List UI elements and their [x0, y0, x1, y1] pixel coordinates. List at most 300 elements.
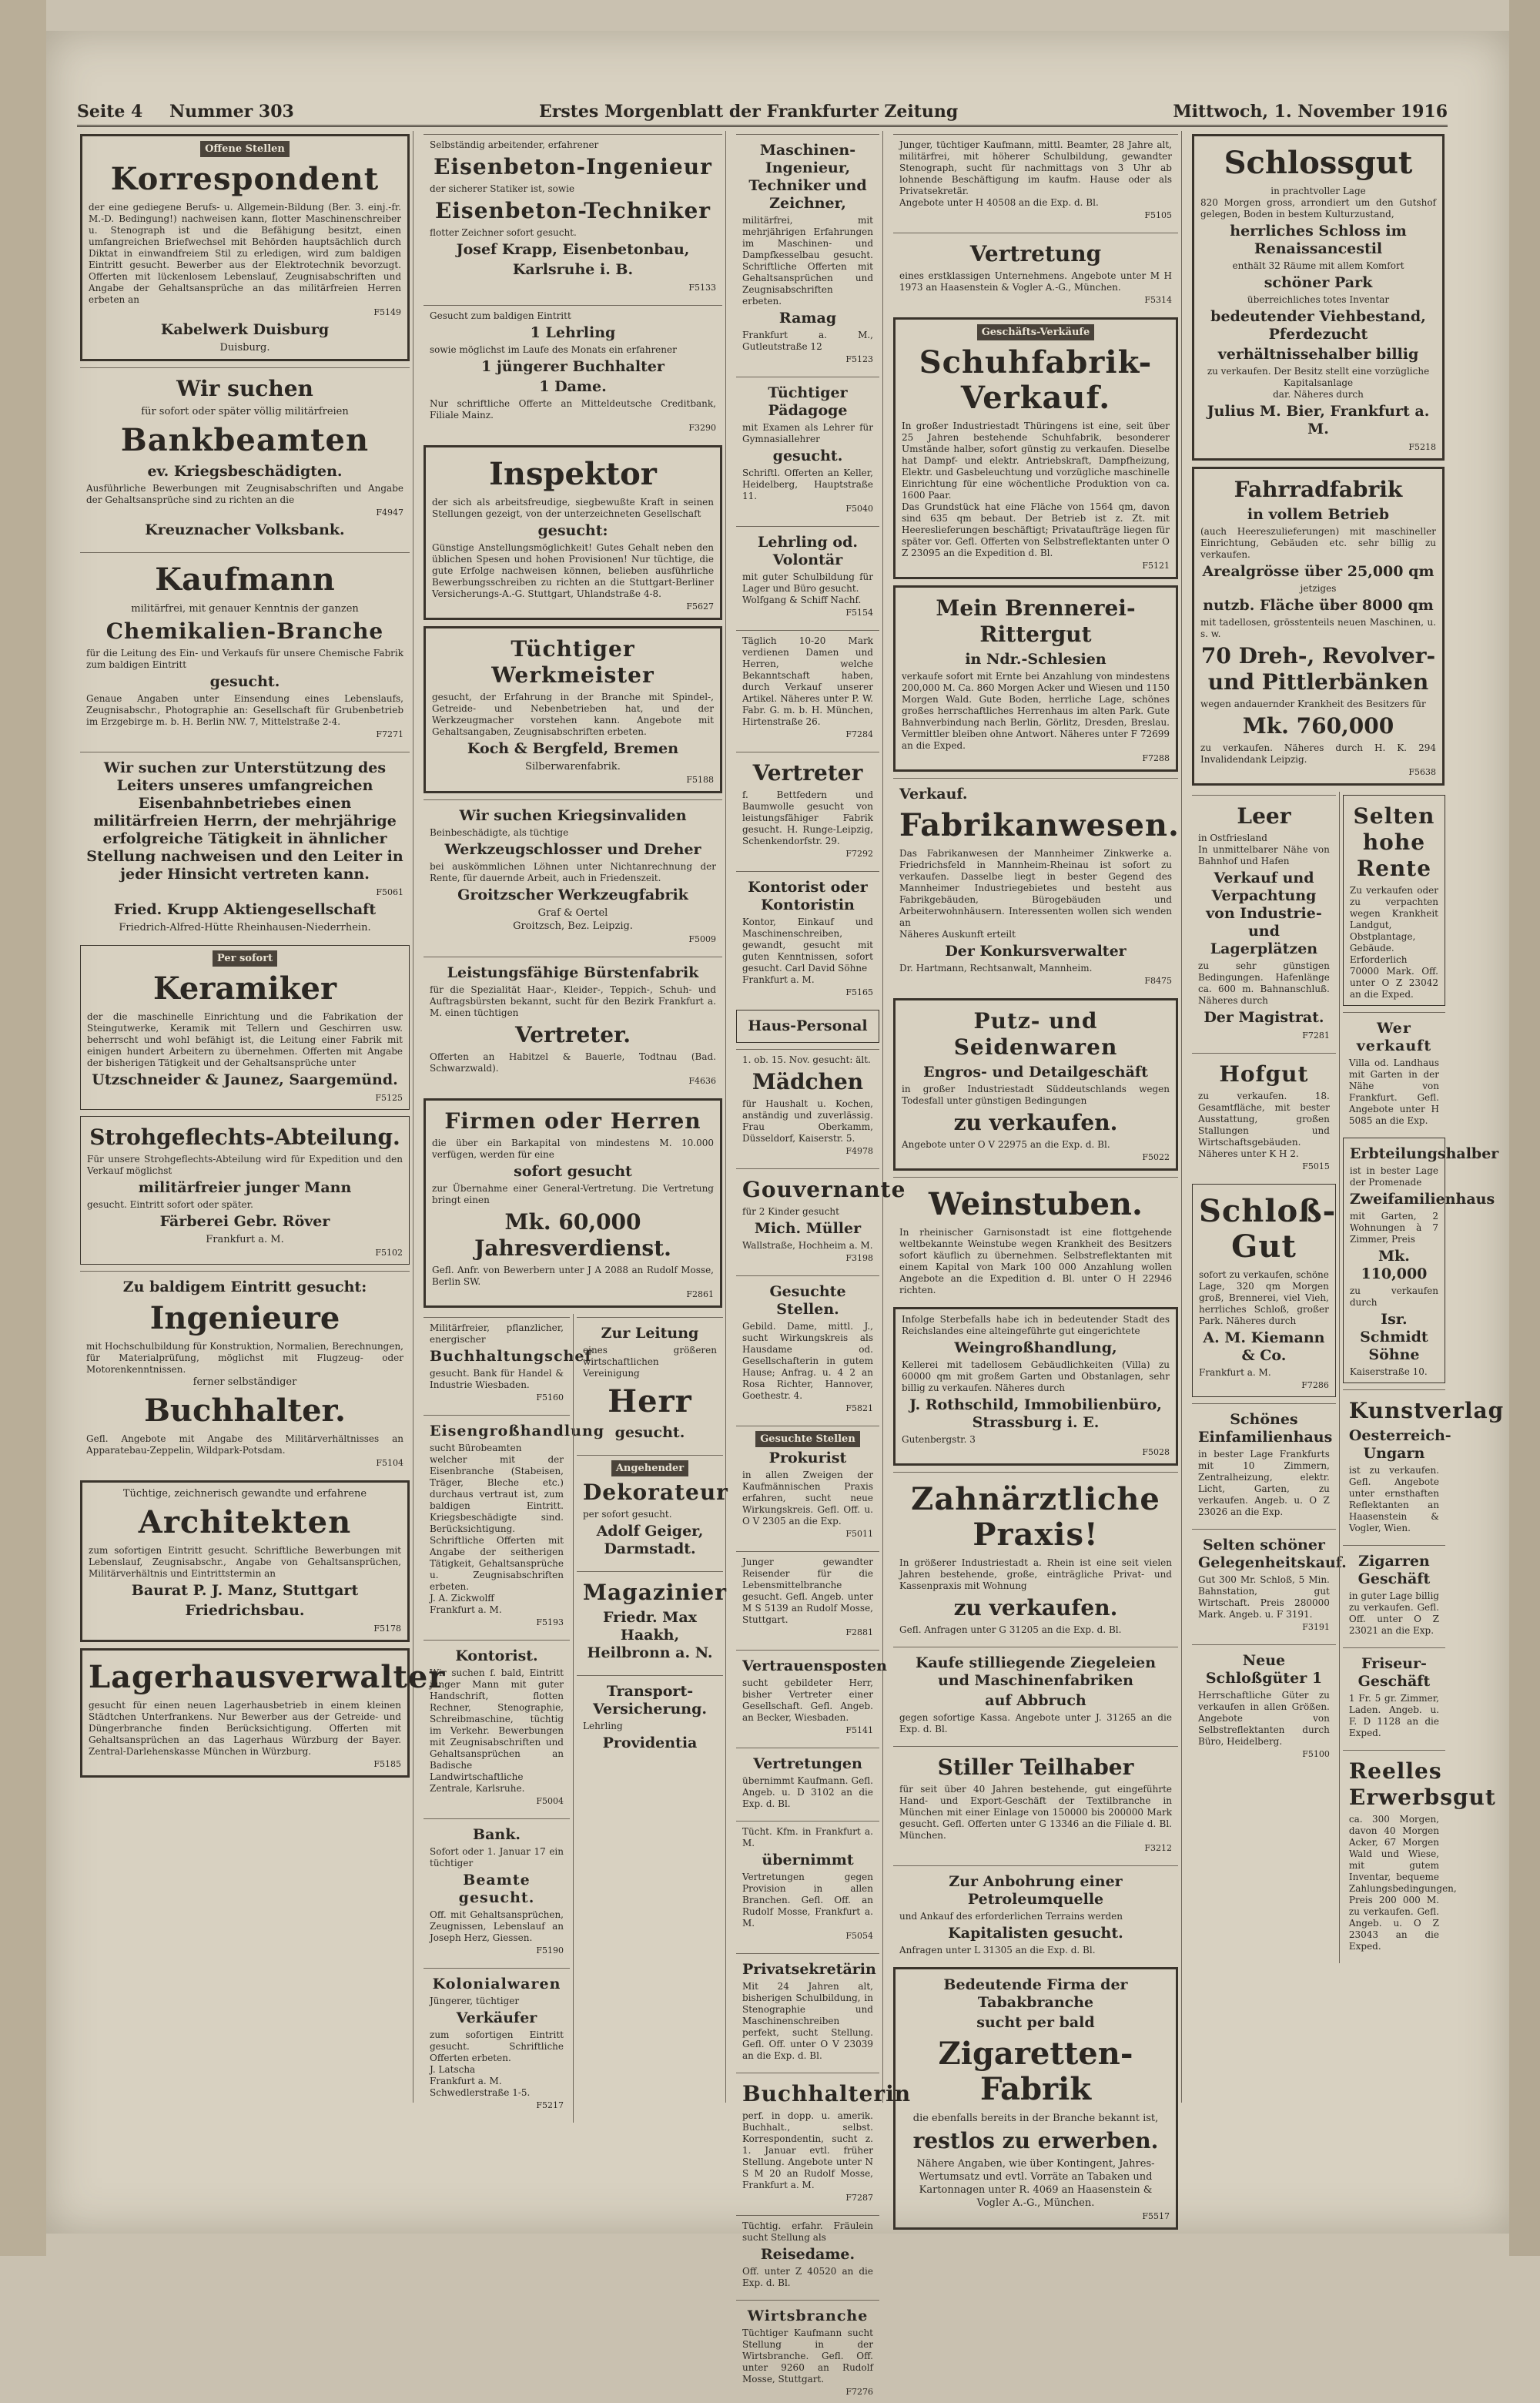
ad-text3: überreichliches totes Inventar: [1247, 294, 1390, 305]
ad-headline: Gouvernante: [742, 1177, 906, 1202]
ad-text: Für unsere Strohgeflechts-Abteilung wird für Expedition und den Verkauf möglichst: [87, 1154, 403, 1176]
ad-fahrradfabrik: [1192, 467, 1445, 786]
ad-headline: Reelles Erwerbsgut: [1348, 1758, 1496, 1810]
ad-sub3: zu verkaufen. Der Besitz stellt eine vorzügliche Kapitalsanlage: [1207, 366, 1430, 388]
section-label: Offene Stellen: [200, 141, 290, 157]
ad-headline: Privatsekretärin: [742, 1961, 876, 1978]
ad-code: F4978: [845, 1146, 873, 1156]
ad-headline: Vertreter.: [515, 1022, 631, 1047]
ad-text: Mit 24 Jahren alt, bisherigen Schulbildung, in Stenographie und Maschinenschreiben perfekt, sucht Stellung. Gefl. Off. unter O V 23039 an die Exp. d. Bl.: [742, 1981, 873, 2061]
ad-text: Infolge Sterbefalls habe ich in bedeutender Stadt des Reichslandes eine alteingeführte gut eingerichtete: [902, 1314, 1170, 1336]
ad-headline: Zahnärztliche Praxis!: [911, 1481, 1160, 1553]
ad-code: F5165: [845, 987, 873, 997]
ad-code: F5133: [688, 283, 716, 293]
ad-text: In großer Industriestadt Thüringens ist eine, seit über 25 Jahren bestehende Schuhfabrik, besonderer Umstände halber, sofort günstig zu verkaufen. Dieselbe hat Dampf- und elektr. Antriebskraft, Dampfheizung, Elektr. und Gasbeleuchtung und vorzügliche maschinelle Einrichtung für eine wöchentliche Produktion von ca. 1600 Paar.: [902, 421, 1170, 501]
ad-text: in allen Zweigen der Kaufmännischen Praxis erfahren, sucht neue Wirkungskreis. Gefl. Off. u. O V 2305 an die Exp.: [742, 1470, 873, 1527]
ad-code: F5121: [1142, 561, 1170, 571]
ad-text5: zu verkaufen. Näheres durch H. K. 294 Invalidendank Leipzig.: [1200, 742, 1436, 765]
ad-sub2: flotter Zeichner sofort gesucht.: [430, 227, 577, 238]
ad-text: mit guter Schulbildung für Lager und Büro gesucht.: [742, 571, 873, 594]
ad-lehrling: [424, 305, 722, 439]
ad-werkmeister: [424, 626, 722, 793]
ad-headline: Vertreter: [752, 760, 863, 786]
ad-text: sucht gebildeter Herr, bisher Vertreter einer Gesellschaft. Gefl. Angeb. an Becker, Wiesbaden.: [742, 1677, 873, 1723]
ad-headline: Tüchtiger Pädagoge: [768, 384, 848, 419]
ad-place: Frankfurt a. M., Gutleutstraße 12: [742, 330, 873, 352]
ad-text2: für Haushalt u. Kochen, anständig und zuverlässig. Frau Oberkamm, Düsseldorf, Kaiserstr. 5.: [742, 1098, 873, 1144]
ad-reisender: [736, 1551, 879, 1644]
ad-text: f. Bettfedern und Baumwolle gesucht von leistungsfähiger Fabrik gesucht. H. Runge-Leipzig, Schenkendorfstr. 29.: [742, 789, 873, 846]
ad-code: F7281: [1302, 1031, 1330, 1041]
ad-code: F8475: [1144, 976, 1172, 986]
ad-firm: Adolf Geiger, Darmstadt.: [596, 1523, 704, 1557]
ad-text: militärfrei, mit mehrjährigen Erfahrungen im Maschinen- und Dampfkesselbau gesucht. Schriftliche Offerten mit Gehaltsansprüchen und Zeugnisabschriften erbeten.: [742, 215, 873, 307]
ad-headline: Neue Schloßgüter 1: [1205, 1652, 1323, 1687]
ad-text2: Nähere Angaben, wie über Kontingent, Jahres-Wertumsatz und evtl. Vorräte an Tabaken und Kartonnagen unter R. 4069 an Haasenstein & Vogler A.-G., München.: [916, 2158, 1155, 2209]
ad-text2: enthält 32 Räume mit allem Komfort: [1232, 260, 1404, 271]
ad-code: F3191: [1302, 1622, 1330, 1632]
ad-text2: zu sehr günstigen Bedingungen. Hafenlänge ca. 600 m. Bahnanschluß. Näheres durch: [1198, 960, 1330, 1006]
ad-sub: gesucht.: [772, 447, 843, 464]
ad-text: Tüchtig. erfahr. Fräulein sucht Stellung als: [742, 2220, 873, 2243]
ad-head: Selbständig arbeitender, erfahrener: [430, 139, 599, 150]
ad-headline: Transport-Versicherung.: [592, 1683, 708, 1718]
ad-weinstuben: [893, 1177, 1178, 1301]
ad-text2: Anfragen unter L 31305 an die Exp. d. Bl.: [899, 1945, 1096, 1956]
ad-code: F5123: [845, 354, 873, 364]
ad-text: In unmittelbarer Nähe von Bahnhof und Hafen: [1198, 844, 1330, 866]
ad-kicker: Angehender: [611, 1460, 688, 1476]
ad-text: die ebenfalls bereits in der Branche bekannt ist,: [912, 2113, 1159, 2124]
ad-title: Leistungsfähige Bürstenfabrik: [447, 964, 699, 981]
ad-buerstenfabrik: [424, 957, 722, 1092]
ad-code: F7276: [845, 2387, 873, 2397]
ad-headline: Lehrling od. Volontär: [758, 534, 858, 568]
ad-lagerhausverwalter: [80, 1648, 446, 1778]
ad-head: Gesucht zum baldigen Eintritt: [430, 310, 571, 321]
binding-spine: [0, 0, 46, 2256]
ad-firm: Ramag: [778, 310, 837, 327]
ad-headline: Chemikalien-Branche: [105, 618, 384, 644]
ad-strohgeflecht: [80, 1116, 410, 1265]
ad-text: der die maschinelle Einrichtung und die Fabrikation der Steingutwerke, Keramik mit Tellern und Geschirren usw. beherrscht und wohl befähigt ist, die Leitung einer Fabrik mit einigen hundert Arbeitern zu übernehmen. Offerten mit Angabe der bisherigen Tätigkeit und der Gehaltsansprüche unter: [87, 1011, 403, 1068]
ad-title: Strohgeflechts-Abteilung.: [89, 1124, 400, 1150]
ad-headline: Leer: [1237, 803, 1291, 829]
ad-place: Frankfurt a. M.: [206, 1234, 284, 1245]
ad-text: Villa od. Landhaus mit Garten in der Nähe von Frankfurt. Gefl. Angebote unter H 5085 an die Exp.: [1348, 1057, 1439, 1126]
ad-headline: Eisenbeton-Ingenieur: [434, 154, 712, 179]
ad-headline: Vertretungen: [753, 1755, 862, 1772]
ad-text2: zum sofortigen Eintritt gesucht. Schriftliche Offerten erbeten.: [430, 2029, 564, 2063]
ad-code: F5011: [845, 1529, 873, 1539]
ad-sub: militärfreier junger Mann: [138, 1179, 352, 1196]
ad-dekorateur: [577, 1455, 728, 1565]
ad-sub: militärfrei, mit genauer Kenntnis der ganzen: [131, 603, 359, 615]
ad-code: F5638: [1408, 767, 1436, 777]
ad-price: Mk. 110,000: [1361, 1248, 1428, 1282]
ad-code: F5104: [376, 1458, 403, 1468]
ad-text2: Das Grundstück hat eine Fläche von 1564 qm, davon sind 635 qm bebaut. Der Betrieb ist z. Zt. mit Heereslieferungen beschäftigt; Privataufträge liegen für später vor. Gefl. Offerten von Selbstreflektanten unter O Z 23095 an die Expedition d. Bl.: [902, 501, 1170, 558]
ad-headline: Zur Anbohrung einer Petroleumquelle: [949, 1873, 1123, 1908]
ad-place: Duisburg.: [219, 342, 270, 354]
ad-text: eines erstklassigen Unternehmens. Angebote unter M H 1973 an Haasenstein & Vogler A.-G., München.: [899, 270, 1172, 293]
ad-headline: Tüchtiger Werkmeister: [491, 636, 654, 688]
ad-headline: Weingroßhandlung,: [954, 1339, 1117, 1356]
ad-bankbeamten: [80, 367, 410, 546]
ad-firm: Utzschneider & Jaunez, Saargemünd.: [92, 1071, 398, 1088]
ad-text: Tücht. Kfm. in Frankfurt a. M.: [742, 1826, 873, 1848]
ad-code: F5004: [536, 1796, 564, 1806]
ad-headline2: Beamte gesucht.: [458, 1872, 535, 1906]
ad-head: Militärfreier, pflanzlicher, energischer: [430, 1322, 564, 1345]
ad-area: Arealgrösse über 25,000 qm: [1202, 563, 1435, 580]
ad-code: F7287: [845, 2193, 873, 2203]
ad-headline2: restlos zu erwerben.: [912, 2128, 1159, 2153]
ad-headline: Putz- und Seidenwaren: [953, 1008, 1118, 1060]
ad-headline: Eisengroßhandlung: [430, 1423, 605, 1439]
ad-text3: Gefl. Anfr. von Bewerbern unter J A 2088 an Rudolf Mosse, Berlin SW.: [432, 1265, 714, 1287]
ad-headline2: Buchhalter.: [144, 1393, 346, 1429]
ad-firm: J. A. Zickwolff: [430, 1593, 494, 1604]
ad-headline: Kolonialwaren: [432, 1976, 561, 1992]
page-header: [77, 102, 1448, 127]
ad-vertrauensposten: [736, 1650, 887, 1741]
ad-text: für 2 Kinder gesucht: [742, 1206, 839, 1217]
ad-sub: Beinbeschädigte, als tüchtige: [430, 827, 569, 838]
ad-text: gegen sofortige Kassa. Angebote unter J. 31265 an die Exp. d. Bl.: [899, 1712, 1172, 1734]
ad-code: F5100: [1302, 1749, 1330, 1759]
ad-text: ca. 300 Morgen, davon 40 Morgen Acker, 67 Morgen Wald und Wiese, mit gutem Inventar, bequeme Zahlungsbedingungen, Preis 200 000 M. zu verkaufen. Gefl. Angeb. u. O Z 23043 an die Exped.: [1348, 1814, 1457, 1952]
ad-headline: Buchhaltungschef: [430, 1348, 592, 1365]
ad-code: F5015: [1302, 1161, 1330, 1171]
ad-place: Dr. Hartmann, Rechtsanwalt, Mannheim.: [899, 963, 1093, 974]
ad-code: F5028: [1142, 1447, 1170, 1457]
section-haus-personal: [736, 1010, 879, 1043]
ad-code: F5141: [845, 1725, 873, 1735]
ad-gelegenheitskauf: [1192, 1529, 1347, 1638]
ad-code: F3290: [688, 423, 716, 433]
ad-hohe-rente: [1343, 795, 1445, 1006]
ad-title: Korrespondent: [110, 161, 380, 197]
ad-text: mit Hochschulbildung für Konstruktion, Normalien, Berechnungen, für Materialprüfung, möglichst mit Flugzeug- oder Motorenkenntnissen.: [86, 1341, 403, 1375]
ad-text2: Gefl. Anfragen unter G 31205 an die Exp. d. Bl.: [899, 1624, 1122, 1635]
page-number: Seite 4: [77, 102, 143, 122]
col5-right: [1339, 792, 1505, 1963]
ad-headline2: Eisenbeton-Techniker: [434, 198, 711, 223]
ad-text: (auch Heereszulieferungen) mit maschineller Einrichtung, Gebäuden etc. sehr billig zu verkaufen.: [1200, 526, 1436, 560]
ad-zahnaerztliche-praxis: [893, 1472, 1178, 1641]
ad-headline: Kontorist oder Kontoristin: [748, 879, 868, 913]
ad-code: F3198: [845, 1253, 873, 1263]
ad-headline2: Kapitalisten gesucht.: [948, 1925, 1123, 1942]
ad-wirtsbranche: [736, 2300, 879, 2403]
ad-headline3: 1 Dame.: [539, 378, 607, 395]
ad-text: ist in bester Lage der Promenade: [1349, 1165, 1438, 1188]
ad-sub: in Ndr.-Schlesien: [965, 651, 1106, 668]
ad-headline: Schlossgut: [1224, 145, 1413, 181]
ad-leer: [1192, 795, 1336, 1047]
ad-text2: Genaue Angaben unter Einsendung eines Lebenslaufs, Zeugnisabschr., Photographie an: Gesellschaft für Grubenbetrieb im Erzgebirge m. b. H. Berlin NW. 7, Mittelstraße 2-4.: [86, 693, 403, 727]
column-4: [890, 131, 1182, 2221]
ad-keramiker: [80, 945, 410, 1110]
col5-split: [1189, 792, 1505, 1963]
ad-headline: Hofgut: [1219, 1061, 1309, 1087]
ad-kicker: Zur Leitung: [601, 1325, 699, 1342]
section-title: Geschäfts-Verkäufe: [977, 324, 1095, 340]
ad-lehrling-volontaer: [736, 526, 879, 624]
ad-code: F5517: [1142, 2211, 1170, 2221]
ad-buchhaltungschef: [424, 1317, 592, 1409]
ad-headline: Fahrradfabrik: [1234, 477, 1403, 502]
ad-sub: für sofort oder später völlig militärfreien: [141, 406, 349, 417]
ad-text: In rheinischer Garnisonstadt ist eine flottgehende weltbekannte Weinstube wegen Krankheit des Besitzers sofort käuflich zu übernehmen. Selbstreflektanten mit einem Kapital von Mark 100 000 Anzahlung wollen Angebote an die Expedition d. Bl. unter O H 22946 richten.: [899, 1227, 1172, 1295]
ad-code: F4947: [376, 508, 403, 518]
ad-headline2: Mk. 60,000 Jahresverdienst.: [474, 1209, 671, 1261]
ad-sub: auf Abbruch: [985, 1692, 1086, 1709]
ad-code: F5054: [845, 1931, 873, 1941]
ad-gesucht: gesucht.: [614, 1424, 685, 1441]
ad-privatsekretaerin: [736, 1953, 879, 2066]
ad-text: Jüngerer, tüchtiger: [430, 1996, 520, 2006]
ad-text: Täglich 10-20 Mark verdienen Damen und Herren, welche Bekanntschaft haben, durch Verkauf unserer Artikel. Näheres unter P. W. Fabr. G. m. b. H. München, Hirtenstraße 26.: [742, 635, 873, 727]
ad-magazinier: [577, 1571, 727, 1669]
ad-kaufmann-nachmittags: [893, 134, 1178, 226]
ad-text2: mit Garten, 2 Wohnungen à 7 Zimmer, Preis: [1349, 1211, 1438, 1245]
ad-text: In größerer Industriestadt a. Rhein ist eine seit vielen Jahren bestehende, große, einträgliche Privat- und Kassenpraxis mit Wohnung: [899, 1557, 1172, 1591]
ad-place: Frankfurt a. M.: [430, 1604, 502, 1615]
ad-firm: Wolfgang & Schiff Nachf.: [742, 595, 862, 605]
ad-gesucht: gesucht.: [209, 673, 280, 690]
ad-kriegsinvaliden: [424, 799, 722, 950]
ad-headline: Zigarren Geschäft: [1358, 1553, 1431, 1587]
ad-reisedame: [736, 2215, 879, 2294]
ad-text: der sich als arbeitsfreudige, siegbewußte Kraft in seinen Stellungen gezeigt, von der unterzeichneten Gesellschaft: [432, 497, 714, 519]
ad-place: Gutenbergstr. 3: [902, 1434, 976, 1445]
ad-code: F5185: [373, 1759, 401, 1769]
ad-text2: Offerten an Habitzel & Bauerle, Todtnau (Bad. Schwarzwald).: [430, 1051, 716, 1074]
ad-sub: Verkäufer: [456, 2009, 537, 2026]
ad-text: sofort zu verkaufen, schöne Lage, 320 qm Morgen groß, Brennerei, viel Vieh, herrliches Schloß, großer Park. Näheres durch: [1199, 1269, 1329, 1326]
ad-leitung-herr: [577, 1317, 723, 1449]
ad-vertreter: [736, 752, 879, 865]
ad-place2: Schwedlerstraße 1-5.: [430, 2087, 531, 2098]
col2-right: [573, 1314, 726, 2123]
ad-text: die über ein Barkapital von mindestens M. 10.000 verfügen, werden für eine: [432, 1138, 714, 1160]
ad-headline: Bankbeamten: [120, 422, 370, 458]
ad-text: Zu verkaufen oder zu verpachten wegen Krankheit Landgut, Obstplantage, Gebäude. Erforderlich 70000 Mark. Off. unter O Z 23042 an die Exped.: [1349, 885, 1438, 1000]
ad-kunstverlag: [1343, 1389, 1505, 1539]
ad-code: F5178: [373, 1624, 401, 1634]
col5-left: [1189, 792, 1347, 1963]
ad-text2: Off. unter Z 40520 an die Exp. d. Bl.: [742, 2266, 873, 2288]
ad-headline: Zigaretten-Fabrik: [938, 2036, 1133, 2107]
ad-text: in bester Lage Frankfurts mit 10 Zimmern, Zentralheizung, elektr. Licht, Garten, zu verkaufen. Angeb. u. O Z 23026 an die Exp.: [1198, 1449, 1330, 1517]
ad-headline: Stiller Teilhaber: [937, 1754, 1134, 1780]
ad-headline: Firmen oder Herren: [444, 1108, 701, 1134]
ad-code: F5188: [686, 775, 714, 785]
ad-prokurist: [736, 1426, 879, 1545]
ad-sub: sofort gesucht: [514, 1163, 632, 1180]
ad-firm: J. Latscha: [430, 2064, 476, 2075]
ad-text: verkaufe sofort mit Ernte bei Anzahlung von mindestens 200,000 M. Ca. 860 Morgen Acker und Wiesen und 1150 Morgen Wald. Gute Boden, herrliche Lage, schönes großes herrschaftliches Herrenhaus im alten Park. Gute Bahnverbindung nach Berlin, Görlitz, Dresden, Breslau. Vermittler bleiben ohne Antwort. Näheres unter F 72699 an die Exped.: [902, 671, 1170, 751]
ad-maschinen-ingenieur: [736, 134, 879, 370]
ad-code: F5009: [688, 934, 716, 944]
col2-split: [420, 1314, 728, 2123]
ad-text4: dar. Näheres durch: [1273, 389, 1364, 400]
ad-wer-verkauft: [1343, 1012, 1445, 1131]
ad-code: F5217: [536, 2100, 564, 2110]
ad-price: Mk. 760,000: [1242, 713, 1394, 739]
ad-headline: Bank.: [473, 1826, 521, 1843]
ad-head: Schönes Einfamilienhaus: [1198, 1411, 1333, 1446]
ad-eisenbeton: [424, 134, 722, 299]
ad-place: Frankfurt a. M.: [1199, 1367, 1271, 1378]
ad-headline2: Zweifamilienhaus: [1349, 1191, 1495, 1208]
ad-text: gesucht. Bank für Handel & Industrie Wiesbaden.: [430, 1368, 564, 1390]
ad-code: F5125: [375, 1093, 403, 1103]
column-5: [1189, 131, 1505, 2103]
ad-firm: Isr. Schmidt Söhne: [1360, 1311, 1428, 1363]
ad-title: Kaufmann: [155, 561, 335, 598]
ad-text2: Angebote unter O V 22975 an die Exp. d. Bl.: [902, 1139, 1110, 1150]
ad-headline: Werkzeugschlosser und Dreher: [444, 841, 701, 858]
ad-text: Tüchtiger Kaufmann sucht Stellung in der Wirtsbranche. Gefl. Off. unter 9260 an Rudolf Mosse, Stuttgart.: [742, 2328, 873, 2385]
ad-text: 820 Morgen gross, arrondiert um den Gutshof gelegen, Boden in bestem Kulturzustand,: [1200, 197, 1436, 220]
ad-brennerei-rittergut: [893, 585, 1178, 772]
ad-place: Frankfurt a. M.: [742, 974, 815, 985]
ad-headline: Erbteilungshalber: [1349, 1145, 1499, 1162]
ad-weingrosshandlung: [893, 1307, 1178, 1466]
ad-text: Wir suchen f. bald, Eintritt junger Mann mit guter Handschrift, flotten Rechner, Stenographie, Schreibmaschine, tüchtig im Verkehr. Bewerbungen mit Zeugnisabschriften und Gehaltsansprüchen an Badische Landwirtschaftliche Zentrale, Karlsruhe.: [430, 1667, 564, 1794]
ad-sub2: ev. Kriegsbeschädigten.: [147, 463, 343, 480]
ad-code: F5040: [845, 504, 873, 514]
ad-firm: Mich. Müller: [754, 1220, 862, 1237]
ad-text: per sofort gesucht.: [583, 1509, 672, 1520]
ad-text2: Günstige Anstellungsmöglichkeit! Gutes Gehalt neben den üblichen Spesen und hohen Provisionen! Nur tüchtige, die gute Erfolge nachweisen können, belieben ausführliche Bewerbungsschreiben zu richten an die Stuttgart-Berliner Versicherungs-A.-G. Stuttgart, Uhlandstraße 4-8.: [432, 542, 714, 599]
ad-code: F7271: [376, 729, 403, 739]
ad-fabrikanwesen: [893, 778, 1178, 992]
ad-kontorist-in: [736, 871, 879, 1004]
ad-text2: Nur schriftliche Offerte an Mitteldeutsche Creditbank, Filiale Mainz.: [430, 398, 716, 421]
ad-headline: übernimmt: [762, 1852, 854, 1868]
ad-code: F7284: [845, 729, 873, 739]
ad-firm: Färberei Gebr. Röver: [159, 1213, 330, 1230]
ad-code: F5314: [1144, 295, 1172, 305]
ad-text: perf. in dopp. u. amerik. Buchhalt., selbst. Korrespondentin, sucht z. 1. Januar evtl. früher Stellung. Angebote unter N S M 20 an Rudolf Mosse, Frankfurt a. M.: [742, 2110, 873, 2190]
ad-zweifamilienhaus: [1343, 1138, 1499, 1383]
ad-headline2: Verkauf und Verpachtung von Industrie- und Lagerplätzen: [1206, 870, 1322, 957]
ad-ziegeleien: [893, 1647, 1178, 1740]
ad-kontorist: [424, 1640, 570, 1812]
ad-headline: Buchhalterin: [742, 2081, 912, 2106]
ad-stiller-teilhaber: [893, 1746, 1178, 1859]
ad-headline: Mädchen: [752, 1069, 864, 1094]
ad-firm: Fried. Krupp Aktiengesellschaft: [113, 901, 377, 918]
ad-sub: in prachtvoller Lage: [1270, 186, 1366, 196]
ad-firmen-herren: [424, 1098, 722, 1308]
ad-sub: sucht per bald: [976, 2014, 1095, 2031]
ad-friseur-geschaeft: [1343, 1647, 1445, 1744]
ad-headline: Keramiker: [152, 970, 337, 1007]
ad-sub2: schöner Park: [1264, 274, 1373, 291]
ad-headline: Reisedame.: [760, 2246, 855, 2263]
ad-machines: 70 Dreh-, Revolver- und Pittlerbänken: [1200, 643, 1436, 695]
ad-code: F7288: [1142, 753, 1170, 763]
ad-firm: Koch & Bergfeld, Bremen: [467, 740, 679, 757]
ad-petroleumquelle: [893, 1865, 1178, 1961]
ad-krupp: [80, 752, 410, 939]
ad-code: F4636: [688, 1076, 716, 1086]
ad-text2: jetziges: [1300, 583, 1337, 594]
ad-firm: Josef Krapp, Eisenbetonbau,: [456, 241, 690, 258]
ad-sub: Oesterreich-Ungarn: [1348, 1427, 1451, 1462]
ad-headline: Vertrauensposten: [742, 1657, 887, 1674]
ad-head: Selten schöner Gelegenheitskauf.: [1198, 1537, 1347, 1571]
ad-head: Bedeutende Firma der Tabakbranche: [943, 1976, 1128, 2011]
section-title: Haus-Personal: [748, 1017, 868, 1034]
ad-text: für die Leitung des Ein- und Verkaufs für unsere Chemische Fabrik zum baldigen Eintritt: [86, 648, 403, 670]
ad-headline: Fabrikanwesen.: [899, 807, 1180, 843]
ad-area2: nutzb. Fläche über 8000 qm: [1203, 597, 1434, 614]
ad-headline: 1 Lehrling: [530, 324, 616, 341]
column-2: [420, 131, 728, 2110]
ad-code: F5218: [1408, 442, 1436, 452]
ad-headline: Schuhfabrik-Verkauf.: [919, 344, 1153, 416]
ad-code: F3212: [1144, 1843, 1172, 1853]
ad-code: F2861: [686, 1289, 714, 1299]
ad-buchhalterin: [736, 2073, 912, 2209]
ad-firm: Groitzscher Werkzeugfabrik: [457, 886, 688, 903]
ad-gesucht: gesucht:: [537, 522, 608, 539]
ad-text2: gesucht. Eintritt sofort oder später.: [87, 1199, 253, 1210]
ad-gouvernante: [736, 1168, 906, 1269]
ad-sub: der sicherer Statiker ist, sowie: [430, 183, 575, 194]
ad-headline: Schloß-Gut: [1199, 1193, 1337, 1265]
ad-neue-schlossgueter: [1192, 1644, 1336, 1765]
ad-text: welcher mit der Eisenbranche (Stabeisen, Träger, Bleche etc.) durchaus vertraut ist, zum baldigen Eintritt. Kriegsbeschädigte sind. Berücksichtigung. Schriftliche Offerten mit Angabe der seitherigen Tätigkeit, Gehaltsansprüche u. Zeugnisabschriften erbeten.: [430, 1454, 564, 1592]
ad-architekten: [80, 1480, 410, 1642]
ad-headline: Ingenieure: [149, 1300, 340, 1336]
ad-firm: Der Magistrat.: [1204, 1009, 1324, 1026]
ad-headline: Inspektor: [489, 456, 657, 492]
ad-head: Gesuchte Stellen.: [769, 1283, 846, 1318]
ad-text: Herrschaftliche Güter zu verkaufen in allen Größen. Angebote von Selbstreflektanten durch Büro, Heidelberg.: [1198, 1690, 1330, 1747]
ad-firm: Julius M. Bier, Frankfurt a. M.: [1207, 403, 1430, 437]
ad-text: gesucht für einen neuen Lagerhausbetrieb in einem kleinen Städtchen Unterfrankens. Nur Bewerber aus der Getreide- und Düngerbranche finden Berücksichtigung. Offerten mit Gehaltsansprüchen an das Lagerhaus Würzburg der Bayer. Zentral-Darlehenskasse München in Würzburg.: [89, 1700, 401, 1757]
ad-text: für die Spezialität Haar-, Kleider-, Teppich-, Schuh- und Auftragsbürsten bekannt, sucht für den Bezirk Frankfurt a. M. einen tüchtigen: [430, 984, 716, 1018]
ad-code: F5102: [375, 1248, 403, 1258]
ad-text3: mit tadellosen, grösstenteils neuen Maschinen, u. s. w.: [1200, 617, 1436, 639]
ad-title: Wir suchen: [176, 376, 313, 401]
ad-headline2: zu verkaufen.: [953, 1595, 1118, 1620]
ad-text: Gut 300 Mr. Schloß, 5 Min. Bahnstation, gut Wirtschaft. Preis 280000 Mark. Angeb. u. F 3191.: [1198, 1574, 1330, 1620]
ad-code: F5193: [536, 1617, 564, 1627]
ad-text: zu verkaufen. 18. Gesamtfläche, mit bester Ausstattung, großen Stallungen und Wirtschaftsgebäuden. Näheres unter K H 2.: [1198, 1091, 1330, 1159]
ad-firm: Kabelwerk Duisburg: [160, 321, 330, 338]
ad-taeglich: [736, 630, 879, 746]
ad-text: Ausführliche Bewerbungen mit Zeugnisabschriften und Angabe der Gehaltsansprüche sind zu richten an die: [86, 483, 403, 505]
ad-eisengrosshandlung: [424, 1415, 605, 1634]
ad-code: F5627: [686, 602, 714, 612]
paper-title: Erstes Morgenblatt der Frankfurter Zeitung: [539, 102, 959, 122]
ad-einfamilienhaus: [1192, 1403, 1336, 1523]
ad-place: Wallstraße, Hochheim a. M.: [742, 1240, 873, 1251]
ad-firm: Kreuznacher Volksbank.: [145, 521, 345, 538]
ad-headline: Wirtsbranche: [747, 2307, 869, 2324]
ad-headline: Magazinier: [583, 1580, 727, 1605]
ad-text: bei auskömmlichen Löhnen unter Nichtanrechnung der Rente, für dauernde Arbeit, auch in Friedenszeit.: [430, 861, 716, 883]
ad-schlossgut: [1192, 134, 1445, 461]
